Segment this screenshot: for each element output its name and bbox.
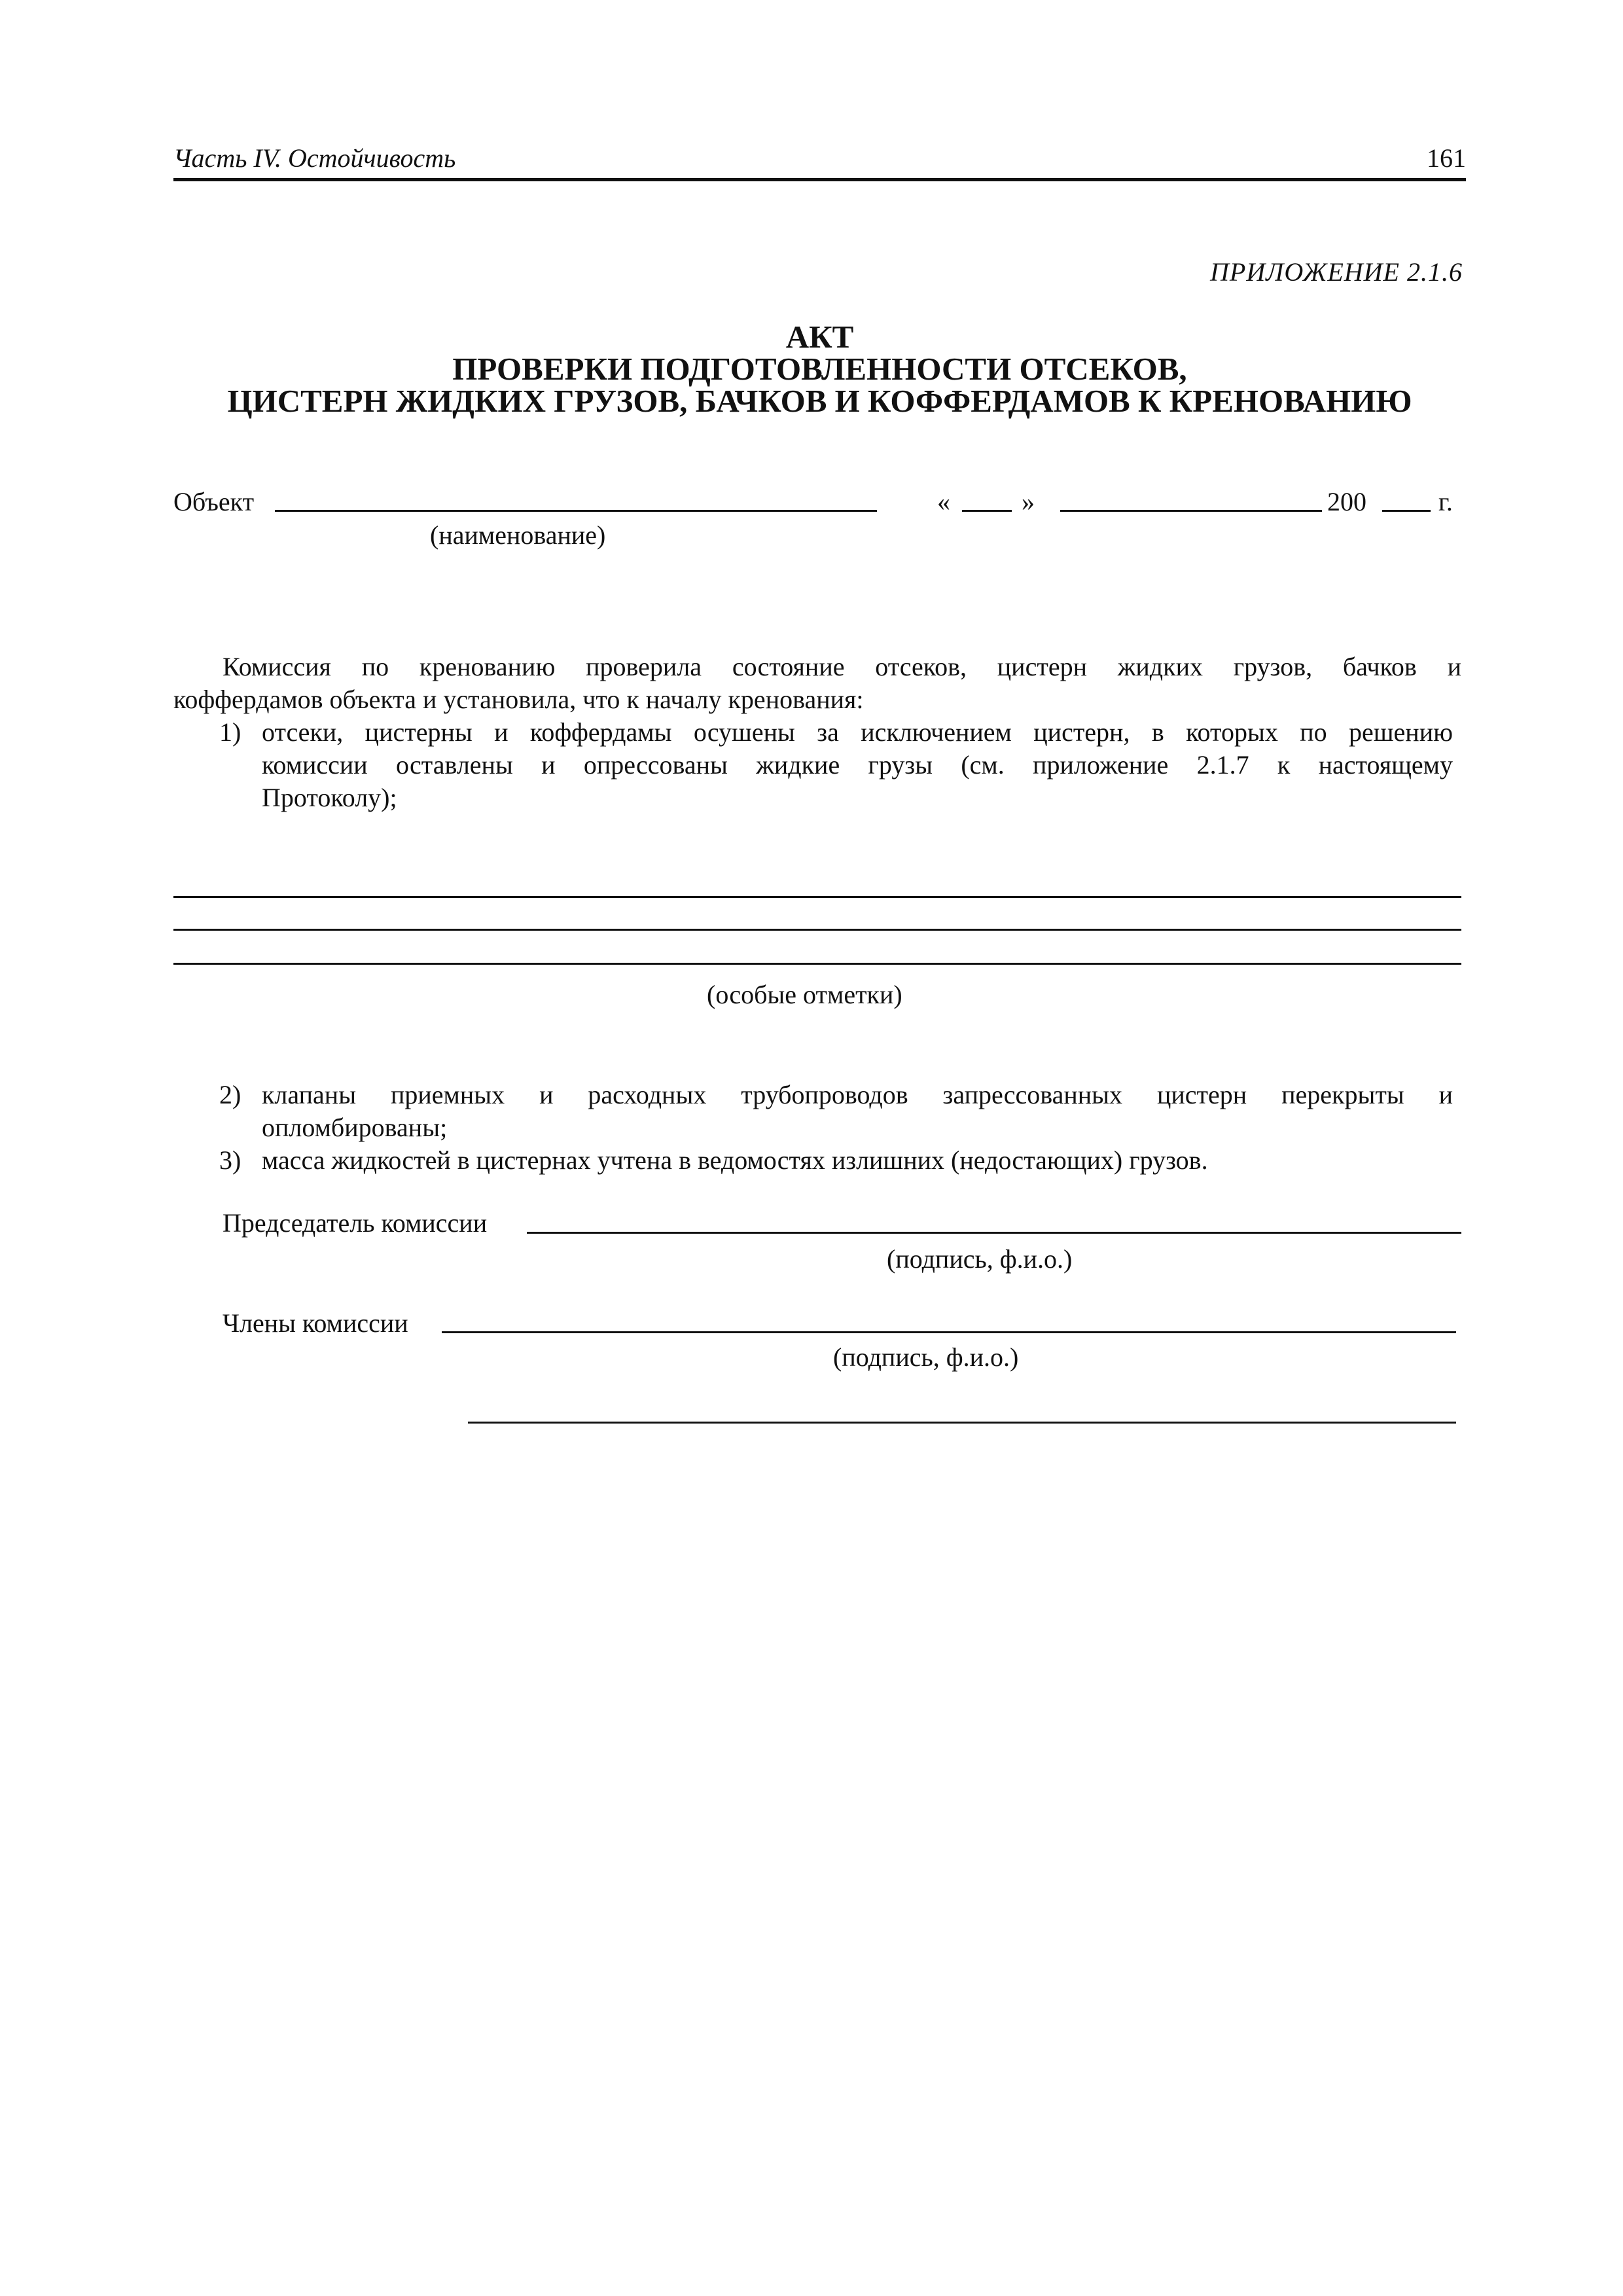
list-item-number: 2) [219,1080,241,1109]
year-suffix: г. [1438,487,1453,516]
list-item-number: 3) [219,1145,241,1175]
list-item-line: Протоколу); [262,783,397,812]
members-signature-field-2[interactable] [468,1422,1456,1424]
intro-line-1: Комиссия по кренованию проверила состояние отсеков, цистерн жидких грузов, бачков и [223,652,1461,681]
object-name-caption: (наименование) [430,520,606,550]
page-number: 161 [1427,143,1466,173]
date-year-field[interactable] [1382,510,1431,512]
appendix-label: ПРИЛОЖЕНИЕ 2.1.6 [1210,257,1463,287]
object-name-field[interactable] [275,510,877,512]
document-title: АКТ [785,319,854,355]
date-day-field[interactable] [962,510,1012,512]
chairman-signature-caption: (подпись, ф.и.о.) [887,1244,1073,1274]
list-item-line: масса жидкостей в цистернах учтена в ведомостях излишних (недостающих) грузов. [262,1145,1208,1175]
year-prefix: 200 [1327,487,1366,516]
object-label: Объект [173,487,255,516]
special-notes-line-1[interactable] [173,896,1461,898]
header-rule [173,178,1466,181]
special-notes-line-2[interactable] [173,929,1461,931]
document-subtitle-line2: ЦИСТЕРН ЖИДКИХ ГРУЗОВ, БАЧКОВ И КОФФЕРДАМОВ К КРЕНОВАНИЮ [227,383,1412,419]
list-item-number: 1) [219,717,241,747]
list-item-line: опломбированы; [262,1113,448,1142]
special-notes-caption: (особые отметки) [707,980,902,1009]
members-signature-field-1[interactable] [442,1331,1456,1333]
chairman-label: Председатель комиссии [223,1208,488,1238]
list-item-line: комиссии оставлены и опрессованы жидкие грузы (см. приложение 2.1.7 к настоящему [262,750,1453,780]
list-item-line: отсеки, цистерны и коффердамы осушены за исключением цистерн, в которых по решению [262,717,1453,747]
running-header-title: Часть IV. Остойчивость [173,143,456,173]
date-quote-open: « [937,487,950,516]
members-label: Члены комиссии [223,1308,408,1338]
document-subtitle-line1: ПРОВЕРКИ ПОДГОТОВЛЕННОСТИ ОТСЕКОВ, [452,351,1187,387]
special-notes-line-3[interactable] [173,963,1461,965]
chairman-signature-field[interactable] [527,1232,1461,1234]
members-signature-caption: (подпись, ф.и.о.) [833,1342,1019,1372]
date-quote-close: » [1022,487,1035,516]
date-month-field[interactable] [1060,510,1322,512]
intro-line-2: коффердамов объекта и установила, что к началу кренования: [173,685,864,714]
list-item-line: клапаны приемных и расходных трубопроводов запрессованных цистерн перекрыты и [262,1080,1453,1109]
